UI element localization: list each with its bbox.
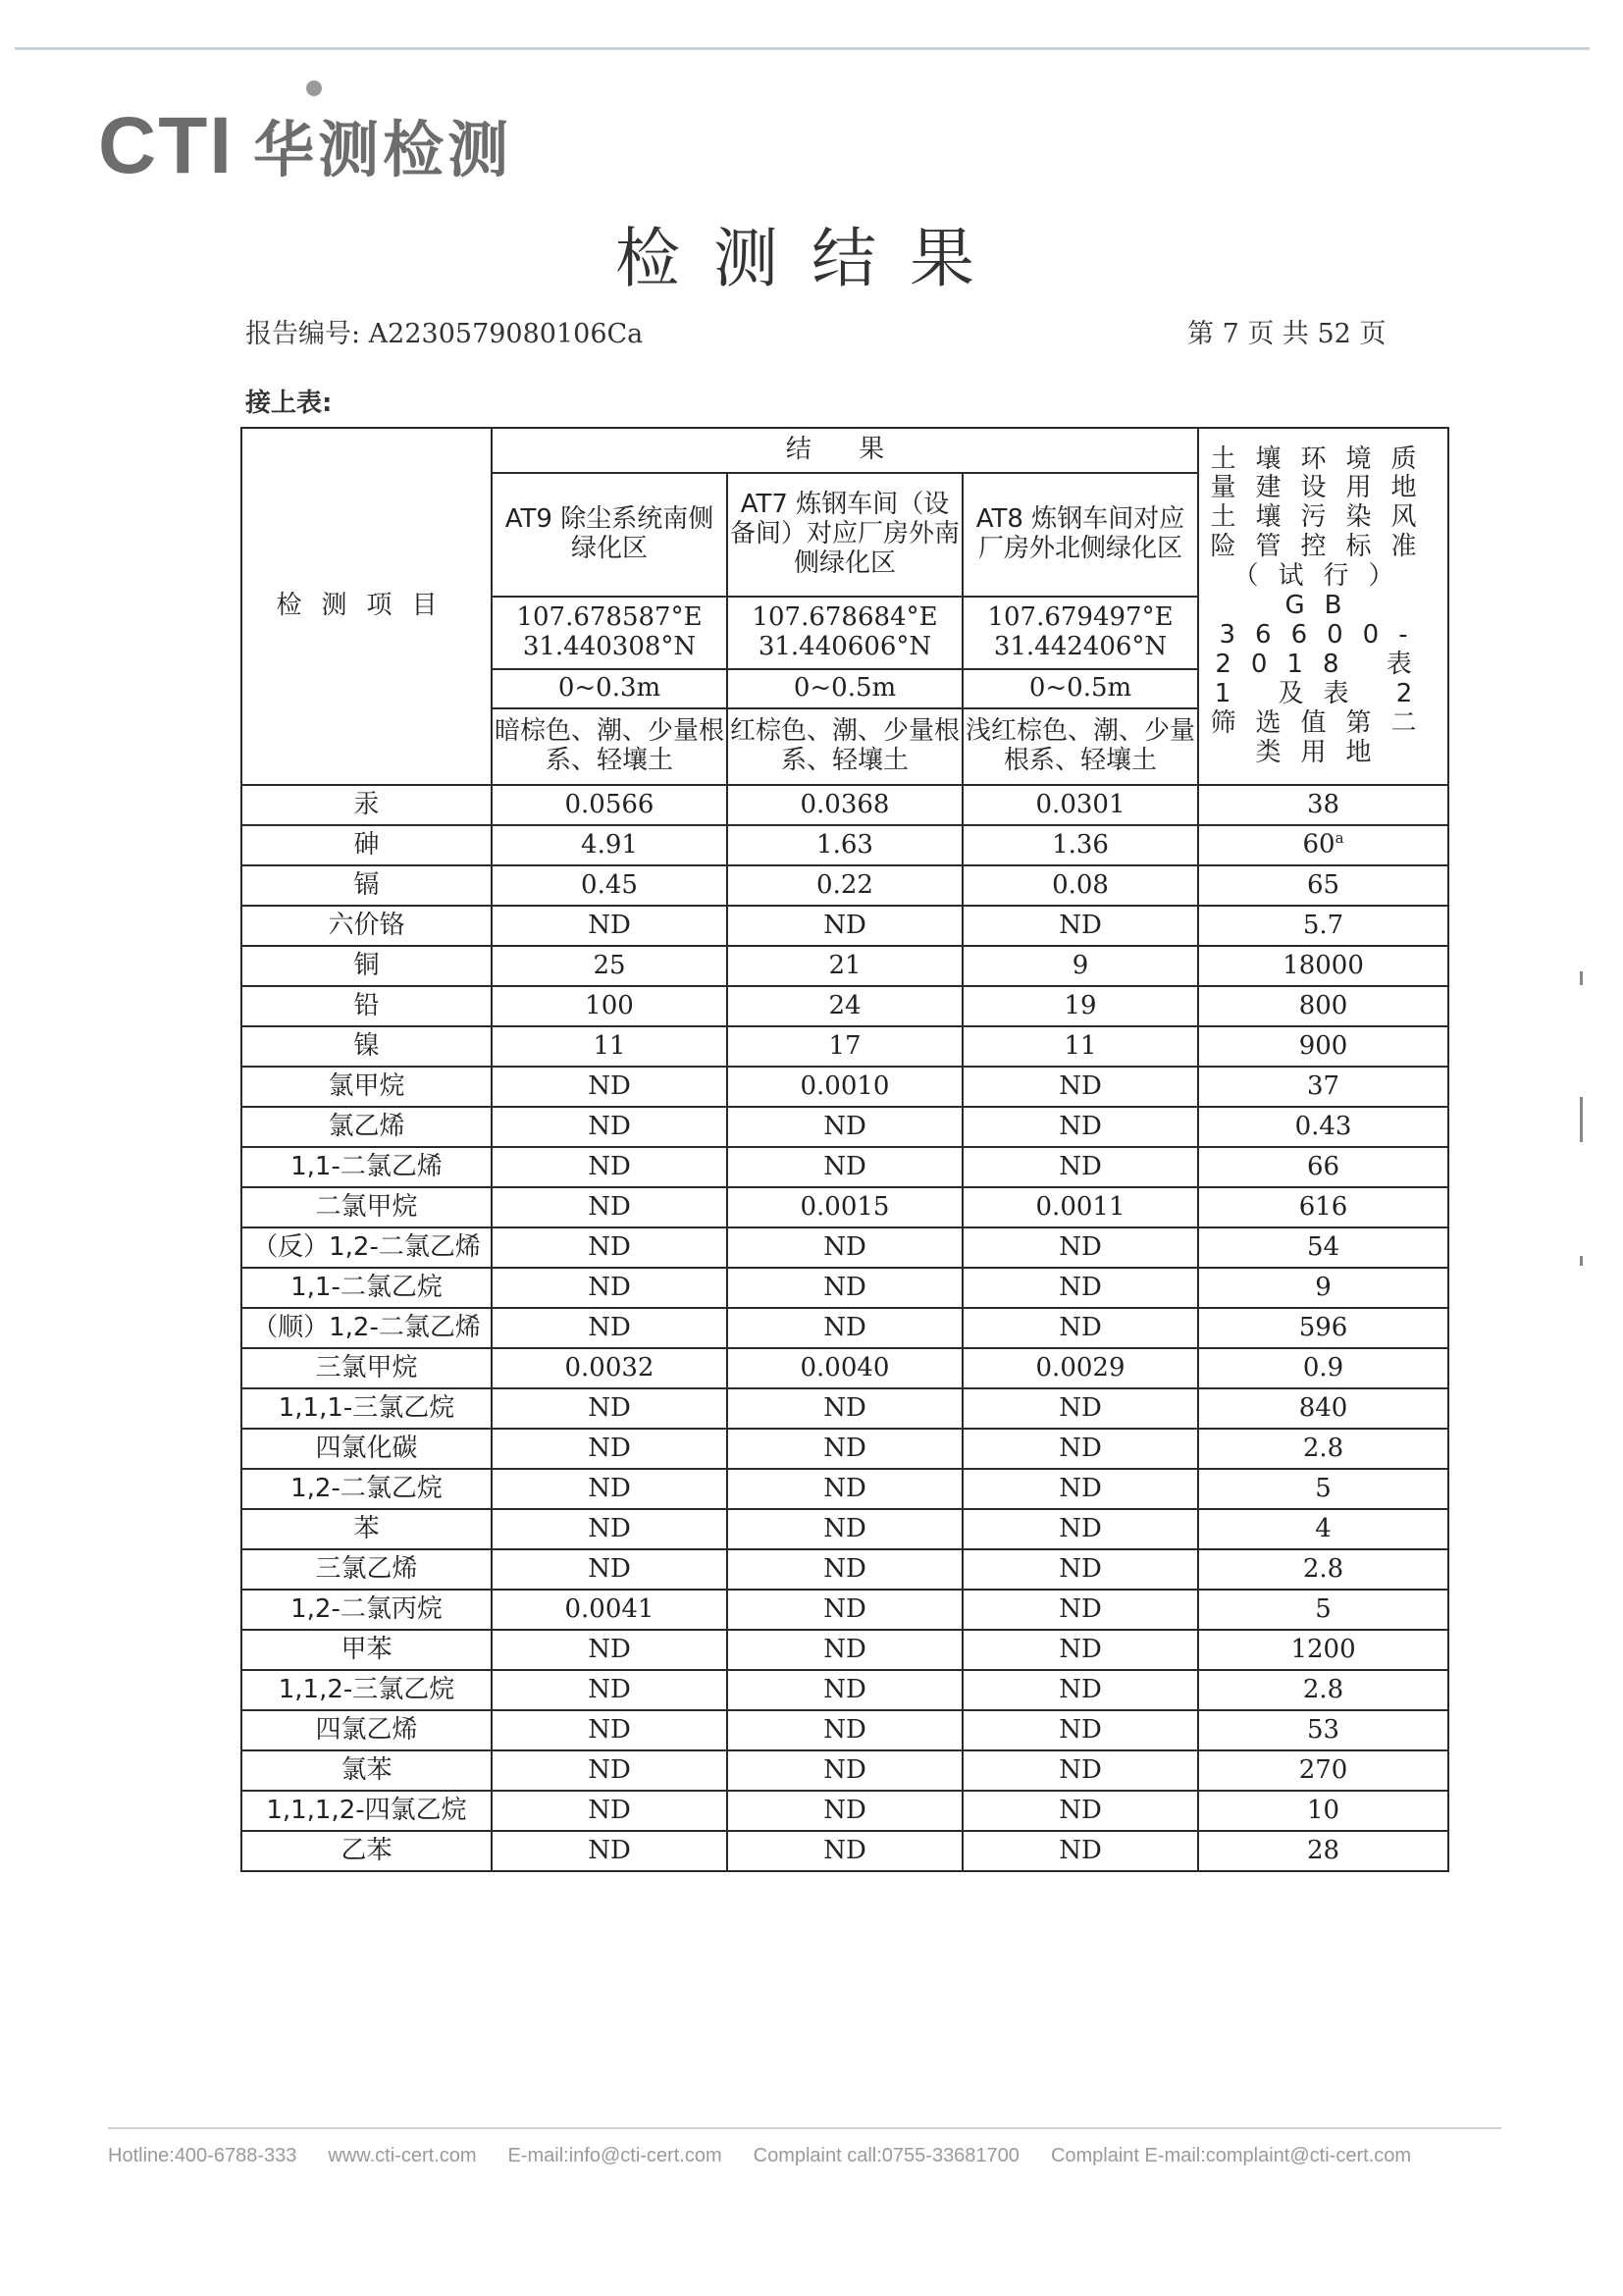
value-cell: 1.36 (963, 825, 1198, 865)
table-row (241, 1750, 1448, 1791)
table-row (241, 865, 1448, 906)
value-cell: ND (727, 1469, 963, 1509)
item-cell: 1,1-二氯乙烯 (241, 1147, 492, 1187)
footnote-mark: a (1335, 829, 1344, 848)
value-cell: ND (492, 1469, 727, 1509)
value-cell: 24 (727, 986, 963, 1026)
table-row (241, 1067, 1448, 1107)
top-rule (15, 47, 1590, 50)
value-cell: ND (727, 1429, 963, 1469)
value-cell: 0.0032 (492, 1348, 727, 1388)
item-header: 检测项目 (241, 428, 492, 785)
value-cell: ND (963, 906, 1198, 946)
site-desc: 浅红棕色、潮、少量根系、轻壤土 (963, 708, 1198, 785)
value-cell: 9 (963, 946, 1198, 986)
item-cell: 苯 (241, 1509, 492, 1549)
table-row (241, 1187, 1448, 1227)
standard-cell: 0.9 (1198, 1348, 1448, 1388)
table-row (241, 1107, 1448, 1147)
value-cell: ND (727, 906, 963, 946)
table-row (241, 1549, 1448, 1590)
table-row (241, 946, 1448, 986)
page-info: 第 7 页 共 52 页 (1187, 319, 1387, 349)
site-name: AT8 炼钢车间对应厂房外北侧绿化区 (963, 473, 1198, 597)
value-cell: ND (492, 1268, 727, 1308)
item-cell: 1,1,1,2-四氯乙烷 (241, 1791, 492, 1831)
table-row (241, 1268, 1448, 1308)
footer-email: E-mail:info@cti-cert.com (507, 2145, 722, 2166)
value-cell: 11 (963, 1026, 1198, 1067)
result-rows (241, 785, 1448, 1871)
standard-cell: 1200 (1198, 1630, 1448, 1670)
standard-cell: 38 (1198, 785, 1448, 825)
item-cell: 三氯乙烯 (241, 1549, 492, 1590)
standard-cell: 66 (1198, 1147, 1448, 1187)
value-cell: ND (727, 1388, 963, 1429)
value-cell: ND (492, 1187, 727, 1227)
item-cell: 甲苯 (241, 1630, 492, 1670)
value-cell: ND (727, 1308, 963, 1348)
standard-cell: 2.8 (1198, 1549, 1448, 1590)
value-cell: ND (492, 1147, 727, 1187)
table-row (241, 1429, 1448, 1469)
value-cell: ND (963, 1791, 1198, 1831)
value-cell: 1.63 (727, 825, 963, 865)
value-cell: ND (727, 1750, 963, 1791)
logo-name-cn: 华测检测 (253, 113, 513, 185)
item-cell: 镍 (241, 1026, 492, 1067)
site-coord: 107.678587°E 31.440308°N (492, 597, 727, 669)
value-cell: 0.45 (492, 865, 727, 906)
value-cell: ND (492, 1630, 727, 1670)
value-cell: ND (727, 1590, 963, 1630)
scan-mark (1580, 1097, 1583, 1142)
standard-cell: 60$^a$ (1198, 825, 1448, 865)
value-cell: ND (727, 1831, 963, 1871)
item-cell: （反）1,2-二氯乙烯 (241, 1227, 492, 1268)
site-depth: 0~0.5m (727, 669, 963, 708)
footer-hotline: Hotline:400-6788-333 (108, 2145, 297, 2166)
standard-cell: 65 (1198, 865, 1448, 906)
standard-cell: 37 (1198, 1067, 1448, 1107)
value-cell: ND (963, 1831, 1198, 1871)
value-cell: ND (963, 1107, 1198, 1147)
standard-cell: 840 (1198, 1388, 1448, 1429)
standard-cell: 18000 (1198, 946, 1448, 986)
value-cell: ND (492, 906, 727, 946)
page-title: 检测结果 (615, 221, 1008, 296)
site-coord: 107.679497°E 31.442406°N (963, 597, 1198, 669)
value-cell: ND (963, 1429, 1198, 1469)
value-cell: 0.0011 (963, 1187, 1198, 1227)
value-cell: ND (727, 1791, 963, 1831)
standard-cell: 800 (1198, 986, 1448, 1026)
item-cell: 1,1-二氯乙烷 (241, 1268, 492, 1308)
footer-rule (108, 2127, 1501, 2129)
value-cell: ND (727, 1147, 963, 1187)
value-cell: ND (727, 1630, 963, 1670)
value-cell: ND (727, 1549, 963, 1590)
standard-cell: 4 (1198, 1509, 1448, 1549)
table-row (241, 1791, 1448, 1831)
value-cell: ND (492, 1831, 727, 1871)
cti-logo (98, 98, 513, 190)
value-cell: ND (727, 1268, 963, 1308)
value-cell: ND (492, 1067, 727, 1107)
value-cell: ND (963, 1067, 1198, 1107)
standard-cell: 28 (1198, 1831, 1448, 1871)
site-coord: 107.678684°E 31.440606°N (727, 597, 963, 669)
value-cell: ND (963, 1630, 1198, 1670)
standard-cell: 5 (1198, 1469, 1448, 1509)
table-row (241, 1630, 1448, 1670)
standard-cell: 0.43 (1198, 1107, 1448, 1147)
value-cell: ND (492, 1710, 727, 1750)
table-row (241, 825, 1448, 865)
site-desc: 红棕色、潮、少量根系、轻壤土 (727, 708, 963, 785)
value-cell: ND (963, 1590, 1198, 1630)
value-cell: ND (963, 1147, 1198, 1187)
value-cell: 0.22 (727, 865, 963, 906)
scan-mark (1580, 1256, 1583, 1266)
value-cell: 0.0010 (727, 1067, 963, 1107)
table-row (241, 986, 1448, 1026)
item-cell: 汞 (241, 785, 492, 825)
table-row (241, 1147, 1448, 1187)
value-cell: ND (963, 1268, 1198, 1308)
site-desc: 暗棕色、潮、少量根系、轻壤土 (492, 708, 727, 785)
value-cell: ND (492, 1308, 727, 1348)
value-cell: 100 (492, 986, 727, 1026)
item-cell: 1,2-二氯乙烷 (241, 1469, 492, 1509)
footer-website: www.cti-cert.com (328, 2145, 477, 2166)
value-cell: 17 (727, 1026, 963, 1067)
item-cell: 1,1,1-三氯乙烷 (241, 1388, 492, 1429)
results-table (240, 427, 1449, 1872)
item-cell: 铜 (241, 946, 492, 986)
value-cell: ND (492, 1509, 727, 1549)
table-row (241, 1590, 1448, 1630)
standard-header: 土壤环境质量建设用地土壤污染风险管控标准（试行）GB 36600-2018 表 1 及表 2 筛选值第二类用地 (1198, 428, 1448, 785)
standard-cell: 54 (1198, 1227, 1448, 1268)
table-row (241, 1348, 1448, 1388)
result-header: 结 果 (492, 428, 1198, 473)
standard-cell: 2.8 (1198, 1670, 1448, 1710)
value-cell: 0.0015 (727, 1187, 963, 1227)
logo-dot-icon (306, 80, 322, 96)
table-row (241, 1227, 1448, 1268)
item-cell: 三氯甲烷 (241, 1348, 492, 1388)
value-cell: ND (963, 1750, 1198, 1791)
value-cell: ND (963, 1710, 1198, 1750)
value-cell: ND (492, 1388, 727, 1429)
item-cell: 氯甲烷 (241, 1067, 492, 1107)
standard-cell: 9 (1198, 1268, 1448, 1308)
continued-label: 接上表: (245, 389, 333, 418)
value-cell: ND (492, 1107, 727, 1147)
table-row (241, 1831, 1448, 1871)
standard-cell: 616 (1198, 1187, 1448, 1227)
item-cell: 氯乙烯 (241, 1107, 492, 1147)
item-cell: 砷 (241, 825, 492, 865)
item-cell: 乙苯 (241, 1831, 492, 1871)
value-cell: 0.0368 (727, 785, 963, 825)
value-cell: ND (727, 1227, 963, 1268)
value-cell: ND (492, 1227, 727, 1268)
value-cell: ND (727, 1509, 963, 1549)
value-cell: 4.91 (492, 825, 727, 865)
item-cell: 四氯化碳 (241, 1429, 492, 1469)
value-cell: ND (727, 1710, 963, 1750)
site-depth: 0~0.5m (963, 669, 1198, 708)
scan-mark (1580, 971, 1583, 985)
value-cell: ND (727, 1670, 963, 1710)
logo-brand: CTI (98, 101, 235, 190)
item-cell: 四氯乙烯 (241, 1710, 492, 1750)
footer-complaint-email: Complaint E-mail:complaint@cti-cert.com (1050, 2145, 1411, 2166)
table-row (241, 1308, 1448, 1348)
value-cell: ND (963, 1469, 1198, 1509)
standard-cell: 10 (1198, 1791, 1448, 1831)
standard-cell: 5.7 (1198, 906, 1448, 946)
value-cell: ND (492, 1549, 727, 1590)
value-cell: ND (963, 1670, 1198, 1710)
item-cell: 二氯甲烷 (241, 1187, 492, 1227)
item-cell: 六价铬 (241, 906, 492, 946)
value-cell: ND (492, 1791, 727, 1831)
item-cell: 氯苯 (241, 1750, 492, 1791)
table-row (241, 1388, 1448, 1429)
value-cell: 0.0040 (727, 1348, 963, 1388)
value-cell: 0.0566 (492, 785, 727, 825)
value-cell: 0.08 (963, 865, 1198, 906)
standard-cell: 53 (1198, 1710, 1448, 1750)
standard-cell: 596 (1198, 1308, 1448, 1348)
item-cell: 1,1,2-三氯乙烷 (241, 1670, 492, 1710)
standard-cell: 270 (1198, 1750, 1448, 1791)
value-cell: ND (492, 1429, 727, 1469)
standard-cell: 5 (1198, 1590, 1448, 1630)
value-cell: ND (727, 1107, 963, 1147)
item-cell: （顺）1,2-二氯乙烯 (241, 1308, 492, 1348)
value-cell: 0.0041 (492, 1590, 727, 1630)
table-row (241, 1469, 1448, 1509)
value-cell: 0.0301 (963, 785, 1198, 825)
item-cell: 铅 (241, 986, 492, 1026)
value-cell: ND (963, 1308, 1198, 1348)
value-cell: ND (963, 1227, 1198, 1268)
site-name: AT7 炼钢车间（设备间）对应厂房外南侧绿化区 (727, 473, 963, 597)
standard-cell: 2.8 (1198, 1429, 1448, 1469)
table-row (241, 1026, 1448, 1067)
report-number: 报告编号: A2230579080106Ca (245, 319, 644, 349)
value-cell: 0.0029 (963, 1348, 1198, 1388)
item-cell: 镉 (241, 865, 492, 906)
table-row (241, 906, 1448, 946)
footer-complaint-call: Complaint call:0755-33681700 (753, 2145, 1020, 2166)
standard-cell: 900 (1198, 1026, 1448, 1067)
value-cell: ND (492, 1670, 727, 1710)
value-cell: ND (492, 1750, 727, 1791)
table-row (241, 1710, 1448, 1750)
table-row (241, 1509, 1448, 1549)
value-cell: ND (963, 1509, 1198, 1549)
value-cell: ND (963, 1549, 1198, 1590)
value-cell: ND (963, 1388, 1198, 1429)
value-cell: 11 (492, 1026, 727, 1067)
value-cell: 25 (492, 946, 727, 986)
table-row (241, 1670, 1448, 1710)
site-depth: 0~0.3m (492, 669, 727, 708)
footer (108, 2145, 1521, 2167)
table-row (241, 785, 1448, 825)
value-cell: 19 (963, 986, 1198, 1026)
item-cell: 1,2-二氯丙烷 (241, 1590, 492, 1630)
site-name: AT9 除尘系统南侧绿化区 (492, 473, 727, 597)
value-cell: 21 (727, 946, 963, 986)
